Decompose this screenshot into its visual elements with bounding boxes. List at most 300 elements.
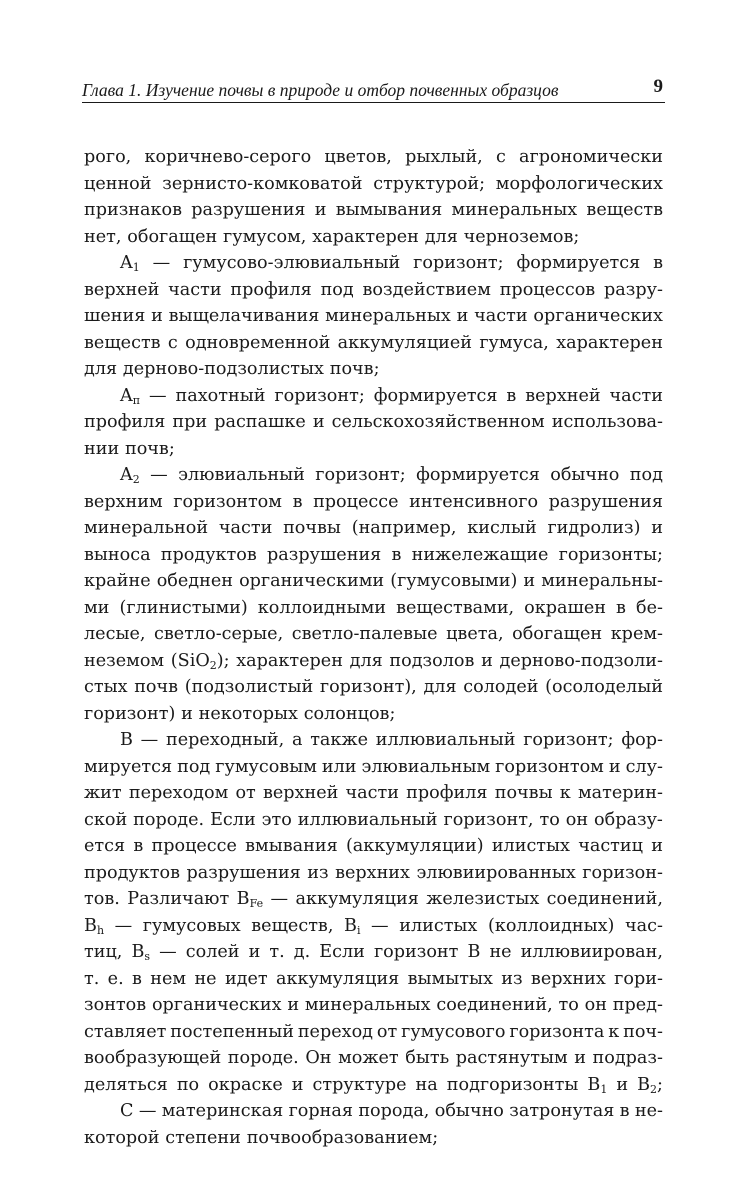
word: бе- xyxy=(635,597,663,618)
word: профиля xyxy=(230,279,312,300)
word: процессов xyxy=(499,279,596,300)
word: почв; xyxy=(329,359,380,379)
text-line xyxy=(84,250,663,277)
word: гори- xyxy=(614,968,663,989)
word: структуре xyxy=(312,1074,407,1095)
word: обычно xyxy=(550,465,620,485)
word: нии xyxy=(84,438,120,459)
word: соединений, xyxy=(546,889,663,909)
word: — xyxy=(149,385,167,406)
text-line xyxy=(84,648,663,675)
text-line xyxy=(84,224,663,251)
word: с xyxy=(167,332,178,353)
word: одновременной xyxy=(185,332,331,353)
word: образу- xyxy=(594,809,663,830)
word: подгоризонты xyxy=(446,1074,579,1095)
text-line xyxy=(84,1098,663,1125)
word: $A_2$ xyxy=(120,465,140,486)
word: для xyxy=(349,650,383,671)
word: почвы xyxy=(494,783,553,803)
word: коллоидными xyxy=(257,597,387,618)
running-title: Глава 1. Изучение почвы в природе и отбор почвенных образцов xyxy=(82,80,559,100)
word: части xyxy=(609,385,663,406)
word: $B_1$ xyxy=(587,1074,608,1096)
word: гумусовых xyxy=(142,915,241,936)
word: (аккумуляции) xyxy=(345,836,484,856)
word: (глинистыми) xyxy=(119,597,248,618)
text-line xyxy=(84,515,663,542)
word: железистых xyxy=(426,889,540,909)
word: (гумусовыми) xyxy=(390,571,518,591)
word: дерново-подзолистых xyxy=(122,359,324,379)
word: то xyxy=(558,995,579,1015)
word: — xyxy=(114,915,133,936)
word: е. xyxy=(107,968,124,989)
word: и xyxy=(574,1048,586,1068)
word: — xyxy=(140,730,159,750)
word: формируется xyxy=(416,465,540,485)
word: неземом xyxy=(84,650,165,671)
word: частиц xyxy=(578,836,643,856)
word: формируется xyxy=(373,385,498,406)
text-line xyxy=(84,674,663,701)
word: горизонт) xyxy=(84,703,176,724)
word: горизон- xyxy=(582,862,663,883)
word: обогащен xyxy=(127,226,218,247)
word: дерново-подзоли- xyxy=(499,650,663,671)
word: почв xyxy=(134,677,179,697)
word: в xyxy=(653,253,663,273)
word: и xyxy=(523,571,536,591)
word: материн- xyxy=(577,783,663,803)
word: гидролиз) xyxy=(547,518,641,538)
word: и xyxy=(181,703,193,724)
word: зонтов xyxy=(84,995,147,1015)
word: может xyxy=(338,1048,399,1068)
word: горизонт; xyxy=(523,730,614,750)
text-line xyxy=(84,1019,663,1046)
word: верхних xyxy=(335,862,410,883)
word: на xyxy=(415,1074,438,1095)
word: поч- xyxy=(623,1021,663,1042)
word: разру- xyxy=(604,279,663,300)
word: под xyxy=(629,465,663,485)
text-line xyxy=(84,436,663,463)
word: (подзолистый xyxy=(184,677,314,697)
text-line xyxy=(84,701,663,728)
word: то xyxy=(539,809,560,830)
word: мируется xyxy=(84,756,173,777)
word: аккумуляция xyxy=(276,968,400,989)
word: органических xyxy=(151,995,282,1015)
word: обогащен xyxy=(512,624,603,644)
word: породе. xyxy=(227,1048,299,1068)
word: элювиальный xyxy=(178,465,305,485)
text-line xyxy=(84,568,663,595)
word: шения xyxy=(84,306,146,326)
text-line xyxy=(84,727,663,754)
word: т. xyxy=(84,968,100,989)
word: разрушения xyxy=(191,200,306,220)
word: иллювиальный xyxy=(375,730,516,750)
word: — xyxy=(152,253,171,273)
word: зернисто-комковатой xyxy=(162,173,363,194)
word: части xyxy=(474,306,528,326)
word: $B_s$ xyxy=(131,942,151,963)
word: верхним xyxy=(84,491,163,512)
word: $B_{Fe}$ xyxy=(236,889,264,910)
word: из xyxy=(307,862,329,883)
word: в xyxy=(619,1101,630,1121)
word: разрушения xyxy=(266,544,382,565)
word: солонцов; xyxy=(303,703,396,724)
word: быть xyxy=(405,1048,450,1068)
text-line xyxy=(84,621,663,648)
word: рого, xyxy=(84,147,132,167)
text-line xyxy=(84,913,663,940)
word: верхней xyxy=(525,385,601,406)
word: и xyxy=(608,756,621,777)
word: C xyxy=(120,1101,134,1121)
word: нет, xyxy=(84,226,122,247)
word: к xyxy=(608,1021,620,1042)
word: (коллоидных) xyxy=(487,915,615,936)
word: части xyxy=(218,518,273,538)
word: воздействием xyxy=(362,279,491,300)
body-text xyxy=(84,144,663,1151)
word: использова- xyxy=(551,412,663,432)
word: не xyxy=(489,942,512,962)
word: также xyxy=(310,730,369,750)
word: из xyxy=(501,968,523,989)
word: гумусового xyxy=(401,1021,506,1042)
word: характерен xyxy=(236,650,343,671)
text-line xyxy=(84,171,663,198)
word: обеднен xyxy=(156,571,233,591)
word: нижележащие xyxy=(411,544,549,565)
word: в xyxy=(616,597,626,618)
word: обычно xyxy=(434,1101,504,1121)
word: минеральной xyxy=(84,518,209,538)
word: верхней xyxy=(84,279,160,300)
text-line xyxy=(84,754,663,781)
word: и xyxy=(456,306,469,326)
word: подраз- xyxy=(592,1048,663,1068)
word: Если xyxy=(319,942,365,962)
word: которой xyxy=(84,1127,160,1148)
word: переходом xyxy=(128,783,229,803)
word: профиля xyxy=(84,412,166,432)
word: элювиированных xyxy=(416,862,576,883)
word: от xyxy=(235,783,256,803)
word: светло-палевые xyxy=(291,624,438,644)
word: части xyxy=(345,783,399,803)
word: при xyxy=(172,412,208,432)
text-line xyxy=(84,197,663,224)
text-line xyxy=(84,144,663,171)
word: подзолов xyxy=(389,650,475,671)
word: рыхлый, xyxy=(405,147,483,167)
word: характерен xyxy=(312,226,419,247)
text-line xyxy=(84,356,663,383)
word: Различают xyxy=(127,889,230,909)
text-line xyxy=(84,860,663,887)
word: и xyxy=(651,836,663,856)
word: и xyxy=(481,650,493,671)
word: — xyxy=(270,889,289,909)
page-number: 9 xyxy=(653,76,663,97)
word: разрушения xyxy=(186,862,301,883)
word: процессе xyxy=(151,836,237,856)
word: с xyxy=(495,147,506,167)
text-line xyxy=(84,886,663,913)
word: переход xyxy=(297,1021,373,1042)
word: минеральных xyxy=(451,200,578,220)
word: горизонт; xyxy=(413,253,504,273)
word: горизонт), xyxy=(319,677,417,697)
word: окрашен xyxy=(524,597,607,618)
word: B xyxy=(120,730,133,750)
text-line xyxy=(84,489,663,516)
word: процессе xyxy=(313,491,399,512)
word: некоторых xyxy=(198,703,298,724)
word: вмывания xyxy=(245,836,338,856)
word: горизонт; xyxy=(274,385,365,406)
word: лесые, xyxy=(84,624,146,644)
text-line xyxy=(84,780,663,807)
word: Если xyxy=(210,809,256,830)
word: вымывания xyxy=(335,200,443,220)
word: и xyxy=(291,1074,304,1095)
word: горная xyxy=(288,1101,353,1121)
word: породе. xyxy=(133,809,205,830)
word: $B_2$; xyxy=(637,1074,663,1096)
word: пахотный xyxy=(175,385,266,406)
word: нем xyxy=(150,968,187,989)
word: цвета, xyxy=(446,624,504,644)
word: под xyxy=(177,756,211,777)
word: продуктов xyxy=(84,862,180,883)
word: он xyxy=(565,809,589,830)
word: $B_i$ xyxy=(344,915,361,937)
word: ми xyxy=(84,597,110,618)
word: — xyxy=(159,942,177,962)
word: горизонт; xyxy=(315,465,406,485)
word: формируется xyxy=(516,253,641,273)
running-header xyxy=(82,74,665,103)
word: минеральны- xyxy=(541,571,663,591)
word: и xyxy=(651,518,663,538)
word: фор- xyxy=(621,730,663,750)
word: агрономически xyxy=(519,147,663,167)
text-line xyxy=(84,807,663,834)
word: горизонт, xyxy=(443,809,534,830)
word: горизонты; xyxy=(558,544,663,565)
word: для xyxy=(424,226,458,247)
word: профиля xyxy=(406,783,488,803)
word: от xyxy=(376,1021,398,1042)
word: и xyxy=(616,1074,629,1095)
word: ской xyxy=(84,809,128,830)
text-line xyxy=(84,277,663,304)
word: (осолоделый xyxy=(545,677,663,697)
word: черноземов; xyxy=(463,226,580,247)
text-line xyxy=(84,1045,663,1072)
word: цветов, xyxy=(324,147,392,167)
word: вообразующей xyxy=(84,1048,222,1068)
word: горизонта xyxy=(509,1021,605,1042)
word: степени xyxy=(165,1127,241,1148)
word: т. xyxy=(269,942,285,962)
word: растянутым xyxy=(455,1048,568,1068)
word: затронутая xyxy=(509,1101,615,1121)
word: ценной xyxy=(84,173,152,194)
word: тиц, xyxy=(84,942,123,962)
word: горизонтом xyxy=(173,491,282,512)
word: жит xyxy=(84,783,122,803)
word: ется xyxy=(84,836,126,856)
text-line xyxy=(84,542,663,569)
word: для xyxy=(84,359,118,379)
word: тов. xyxy=(84,889,120,909)
word: гумусово-элювиальный xyxy=(183,253,401,273)
word: гумуса, xyxy=(479,332,549,353)
word: и xyxy=(151,306,163,326)
word: постепенный xyxy=(170,1021,294,1042)
word: распашке xyxy=(214,412,306,432)
word: окраске xyxy=(208,1074,283,1095)
word: и xyxy=(287,995,300,1015)
word: почвы xyxy=(283,518,341,538)
word: аккумуляцией xyxy=(337,332,472,353)
word: он xyxy=(584,995,607,1015)
word: или xyxy=(321,756,357,777)
word: части xyxy=(168,279,222,300)
word: час- xyxy=(625,915,663,936)
word: крайне xyxy=(84,571,151,591)
word: выщелачивания xyxy=(168,306,320,326)
word: а xyxy=(291,730,303,750)
word: горизонт xyxy=(373,942,459,962)
word: иллювиирован, xyxy=(520,942,663,962)
word: слу- xyxy=(625,756,663,777)
text-line xyxy=(84,966,663,993)
text-line xyxy=(84,462,663,489)
word: почв; xyxy=(124,438,175,459)
word: продуктов xyxy=(160,544,257,565)
word: веществ, xyxy=(251,915,334,936)
word: деляться xyxy=(84,1074,168,1095)
word: это xyxy=(261,809,292,830)
text-line xyxy=(84,939,663,966)
word: порода, xyxy=(358,1101,430,1121)
word: — xyxy=(150,465,168,485)
word: морфологических xyxy=(495,173,663,194)
word: характерен xyxy=(556,332,663,353)
text-line xyxy=(84,383,663,410)
word: интенсивного xyxy=(409,491,539,512)
word: Он xyxy=(305,1048,332,1068)
word: в xyxy=(292,491,303,512)
word: идет xyxy=(224,968,268,989)
text-line xyxy=(84,992,663,1019)
word: ставляет xyxy=(84,1021,167,1042)
word: $B_h$ xyxy=(84,915,105,937)
word: не xyxy=(194,968,217,989)
word: органическими xyxy=(239,571,385,591)
word: разрушения xyxy=(548,491,663,512)
word: минеральных xyxy=(304,995,431,1015)
word: (SiO$_2$); xyxy=(170,650,230,672)
word: стых xyxy=(84,677,128,697)
word: и xyxy=(314,200,327,220)
word: веществ xyxy=(84,332,161,353)
word: B xyxy=(467,942,481,962)
word: материнская xyxy=(161,1101,284,1121)
word: светло-серые, xyxy=(154,624,284,644)
word: веществ xyxy=(586,200,663,220)
word: признаков xyxy=(84,200,183,220)
word: гумусом, xyxy=(223,226,307,247)
word: (например, xyxy=(351,518,457,538)
word: — xyxy=(371,915,389,936)
word: в xyxy=(133,836,144,856)
word: — xyxy=(138,1101,157,1121)
word: почвообразованием; xyxy=(246,1127,439,1148)
text-line xyxy=(84,330,663,357)
word: в xyxy=(391,544,402,565)
text-line xyxy=(84,409,663,436)
text-line xyxy=(84,595,663,622)
word: минеральных xyxy=(325,306,451,326)
word: гумусовым xyxy=(215,756,317,777)
word: горизонтом xyxy=(495,756,604,777)
word: элювиальным xyxy=(361,756,491,777)
word: крем- xyxy=(610,624,663,644)
word: структурой; xyxy=(373,173,486,194)
text-line xyxy=(84,303,663,330)
word: по xyxy=(176,1074,200,1095)
word: в xyxy=(506,385,517,406)
word: иллювиальный xyxy=(297,809,438,830)
word: органических xyxy=(533,306,663,326)
text-line xyxy=(84,833,663,860)
word: в xyxy=(132,968,142,989)
word: $A_п$ xyxy=(120,385,141,407)
word: сельскохозяйственном xyxy=(331,412,545,432)
text-line xyxy=(84,1072,663,1099)
text-line xyxy=(84,1125,663,1152)
word: не- xyxy=(634,1101,663,1121)
word: и xyxy=(248,942,261,962)
word: под xyxy=(320,279,354,300)
word: аккумуляция xyxy=(295,889,419,909)
word: для xyxy=(423,677,457,697)
word: $A_1$ xyxy=(120,253,140,274)
word: веществами, xyxy=(396,597,515,618)
word: вымытых xyxy=(407,968,493,989)
word: и xyxy=(312,412,325,432)
word: переходный, xyxy=(166,730,285,750)
word: коричнево-серого xyxy=(144,147,312,167)
word: верхних xyxy=(530,968,606,989)
word: выноса xyxy=(84,544,151,565)
word: илистых xyxy=(491,836,570,856)
word: к xyxy=(559,783,571,803)
word: верхней xyxy=(262,783,339,803)
word: соединений, xyxy=(436,995,553,1015)
word: д. xyxy=(293,942,311,962)
